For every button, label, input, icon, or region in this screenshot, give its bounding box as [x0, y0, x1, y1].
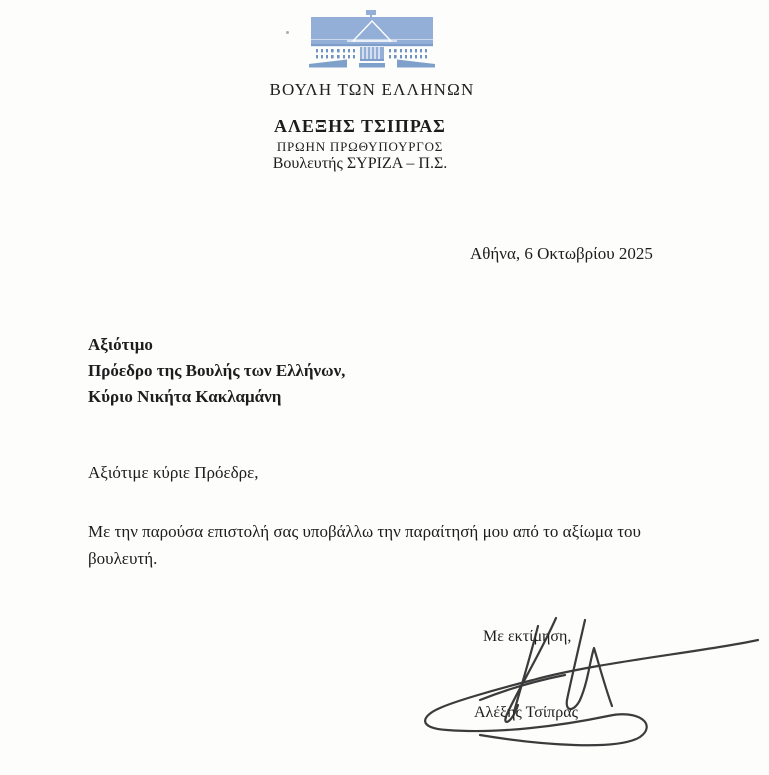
- recipient-line-2: Πρόεδρο της Βουλής των Ελλήνων,: [88, 361, 346, 380]
- recipient-line-3: Κύριο Νικήτα Κακλαμάνη: [88, 387, 282, 406]
- sender-role: Βουλευτής ΣΥΡΙΖΑ – Π.Σ.: [272, 155, 448, 172]
- hellenic-parliament-building-icon: [307, 10, 437, 74]
- valediction: Με εκτίμηση,: [483, 628, 572, 645]
- handwritten-signature: [413, 610, 768, 757]
- sender-name: ΑΛΕΞΗΣ ΤΣΙΠΡΑΣ: [274, 116, 446, 136]
- institution-name: ΒΟΥΛΗ ΤΩΝ ΕΛΛΗΝΩΝ: [269, 80, 475, 99]
- scan-speck: [286, 31, 289, 34]
- signature-printed-name: Αλέξης Τσίπρας: [474, 704, 578, 721]
- dateline: Αθήνα, 6 Οκτωβρίου 2025: [470, 244, 653, 263]
- body-paragraph: Με την παρούσα επιστολή σας υποβάλλω την παραίτησή μου από το αξίωμα του βουλευτή.: [88, 522, 641, 568]
- sender-title: ΠΡΩΗΝ ΠΡΩΘΥΠΟΥΡΓΟΣ: [276, 139, 444, 154]
- recipient-line-1: Αξιότιμο: [88, 335, 153, 354]
- salutation: Αξιότιμε κύριε Πρόεδρε,: [88, 463, 259, 482]
- recipient-block: [88, 332, 345, 410]
